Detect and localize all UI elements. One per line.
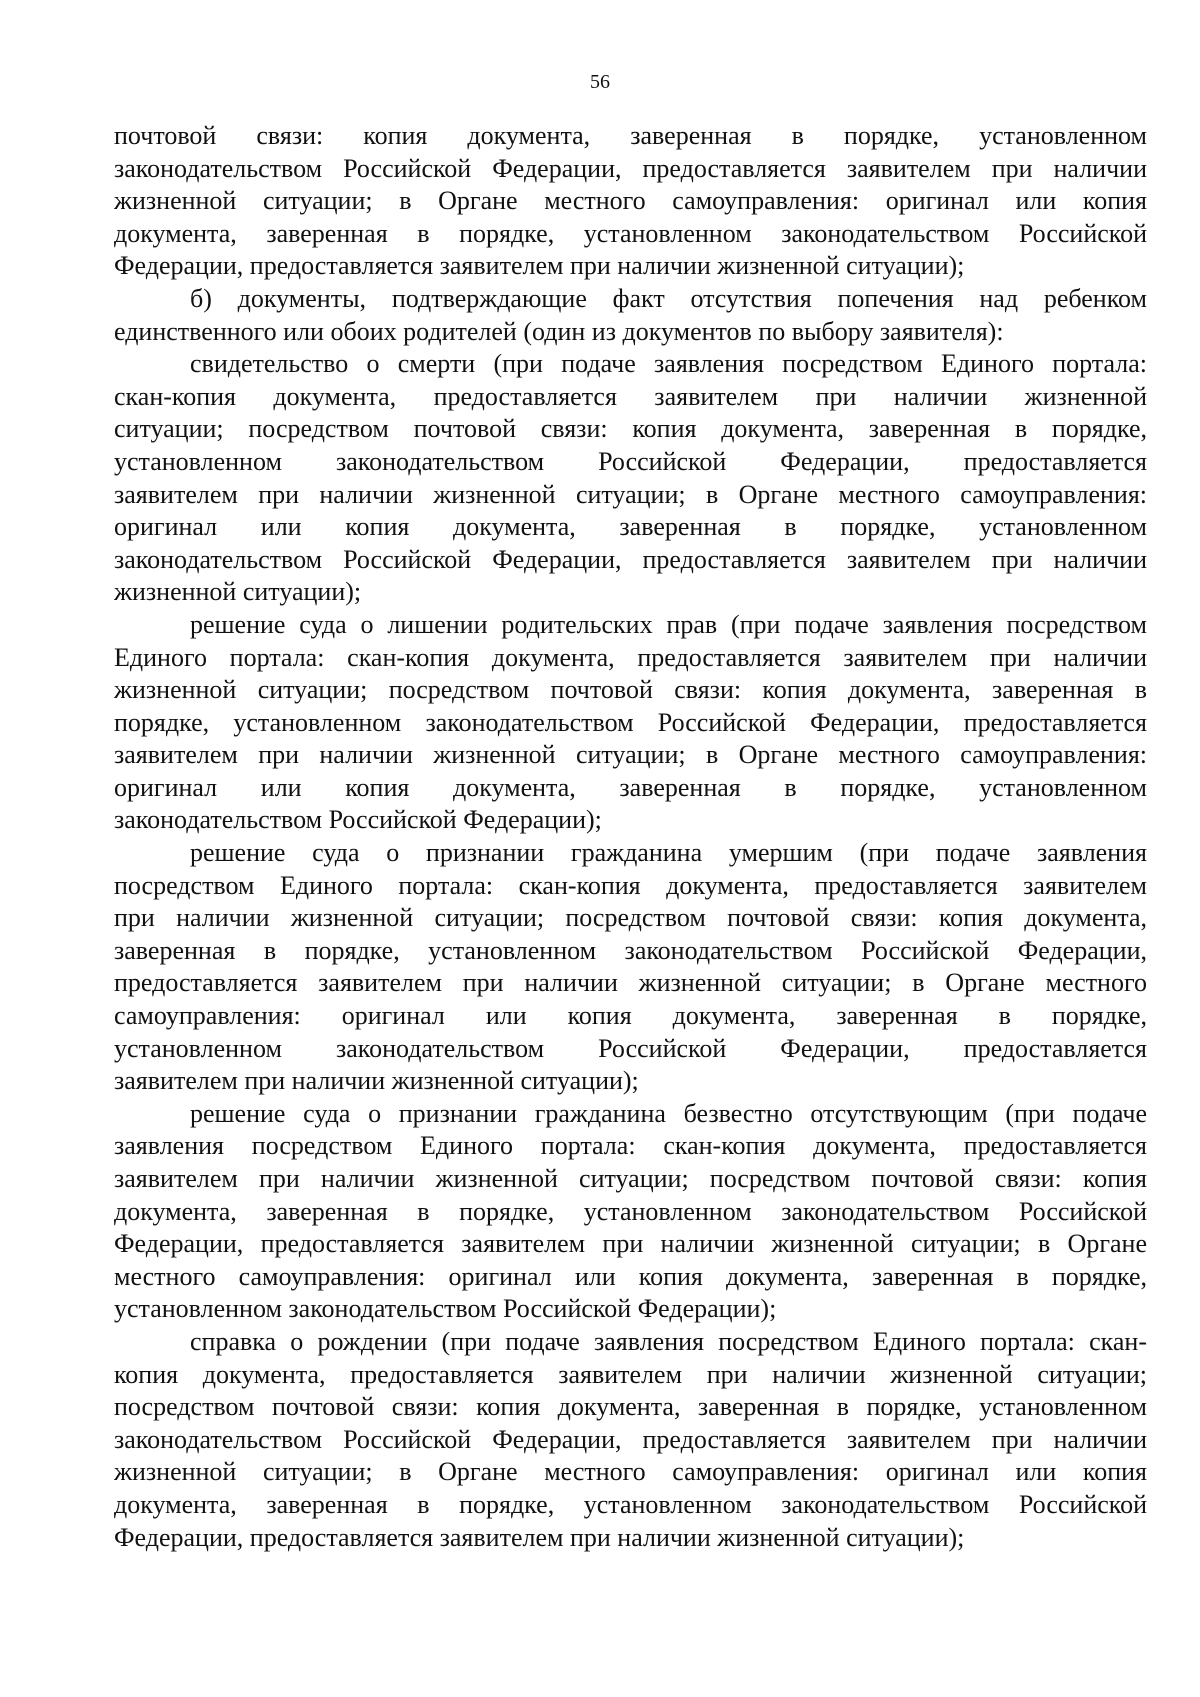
text-line: при наличии жизненной ситуации; посредством почтовой связи: копия документа,	[114, 903, 1147, 933]
text-line: б) документы, подтверждающие факт отсутствия попечения над ребенком	[190, 283, 1147, 313]
text-line: решение суда о лишении родительских прав (при подаче заявления посредством	[190, 609, 1147, 639]
text-line: единственного или обоих родителей (один из документов по выбору заявителя):	[114, 316, 1004, 346]
text-line: жизненной ситуации; в Органе местного самоуправления: оригинал или копия	[114, 186, 1147, 216]
text-line: почтовой связи: копия документа, заверенная в порядке, установленном	[114, 121, 1147, 150]
text-line: самоуправления: оригинал или копия документа, заверенная в порядке,	[114, 1001, 1147, 1031]
text-line: Единого портала: скан-копия документа, предоставляется заявителем при наличии	[114, 642, 1147, 672]
text-line: Федерации, предоставляется заявителем при наличии жизненной ситуации);	[114, 251, 965, 281]
text-line: жизненной ситуации; в Органе местного самоуправления: оригинал или копия	[114, 1457, 1147, 1487]
text-line: установленном законодательством Российской Федерации, предоставляется	[114, 1033, 1147, 1063]
text-line: решение суда о признании гражданина умершим (при подаче заявления	[190, 838, 1147, 868]
text-line: заявителем при наличии жизненной ситуации);	[114, 1066, 639, 1096]
text-line: заявителем при наличии жизненной ситуации; в Органе местного самоуправления:	[114, 479, 1147, 509]
text-line: документа, заверенная в порядке, установленном законодательством Российской	[114, 1196, 1147, 1226]
text-line: Федерации, предоставляется заявителем при наличии жизненной ситуации);	[114, 1522, 965, 1552]
text-line: заявителем при наличии жизненной ситуации; в Органе местного самоуправления:	[114, 740, 1147, 770]
text-line: ситуации; посредством почтовой связи: копия документа, заверенная в порядке,	[114, 414, 1147, 444]
text-line: жизненной ситуации; посредством почтовой связи: копия документа, заверенная в	[114, 675, 1147, 705]
text-line: законодательством Российской Федерации, предоставляется заявителем при наличии	[114, 544, 1147, 574]
text-line: посредством Единого портала: скан-копия документа, предоставляется заявителем	[114, 870, 1147, 900]
document-body	[114, 120, 1147, 1554]
text-line: предоставляется заявителем при наличии жизненной ситуации; в Органе местного	[114, 968, 1147, 998]
text-line: посредством почтовой связи: копия документа, заверенная в порядке, установленном	[114, 1392, 1147, 1422]
text-line: установленном законодательством Российской Федерации);	[114, 1294, 777, 1324]
text-line: законодательством Российской Федерации);	[114, 805, 602, 835]
text-line: заявителем при наличии жизненной ситуации; посредством почтовой связи: копия	[114, 1164, 1147, 1193]
text-line: справка о рождении (при подаче заявления посредством Единого портала: скан-	[190, 1326, 1147, 1356]
text-line: местного самоуправления: оригинал или копия документа, заверенная в порядке,	[114, 1261, 1147, 1291]
text-line: порядке, установленном законодательством Российской Федерации, предоставляется	[114, 707, 1147, 737]
text-line: установленном законодательством Российской Федерации, предоставляется	[114, 446, 1147, 476]
text-line: документа, заверенная в порядке, установленном законодательством Российской	[114, 218, 1147, 248]
text-line: законодательством Российской Федерации, предоставляется заявителем при наличии	[114, 1424, 1147, 1454]
text-line: свидетельство о смерти (при подаче заявления посредством Единого портала:	[190, 349, 1147, 379]
text-line: оригинал или копия документа, заверенная в порядке, установленном	[114, 772, 1147, 802]
text-line: документа, заверенная в порядке, установленном законодательством Российской	[114, 1489, 1147, 1519]
text-line: законодательством Российской Федерации, предоставляется заявителем при наличии	[114, 153, 1147, 183]
text-line: решение суда о признании гражданина безвестно отсутствующим (при подаче	[190, 1098, 1147, 1128]
text-line: скан-копия документа, предоставляется заявителем при наличии жизненной	[114, 381, 1147, 411]
text-line: жизненной ситуации);	[114, 577, 362, 607]
text-line: копия документа, предоставляется заявителем при наличии жизненной ситуации;	[114, 1359, 1147, 1389]
text-line: оригинал или копия документа, заверенная в порядке, установленном	[114, 512, 1147, 542]
text-line: заявления посредством Единого портала: скан-копия документа, предоставляется	[114, 1131, 1147, 1161]
text-line: Федерации, предоставляется заявителем при наличии жизненной ситуации; в Органе	[114, 1229, 1147, 1259]
page-number: 56	[590, 71, 610, 93]
text-line: заверенная в порядке, установленном законодательством Российской Федерации,	[114, 935, 1147, 965]
